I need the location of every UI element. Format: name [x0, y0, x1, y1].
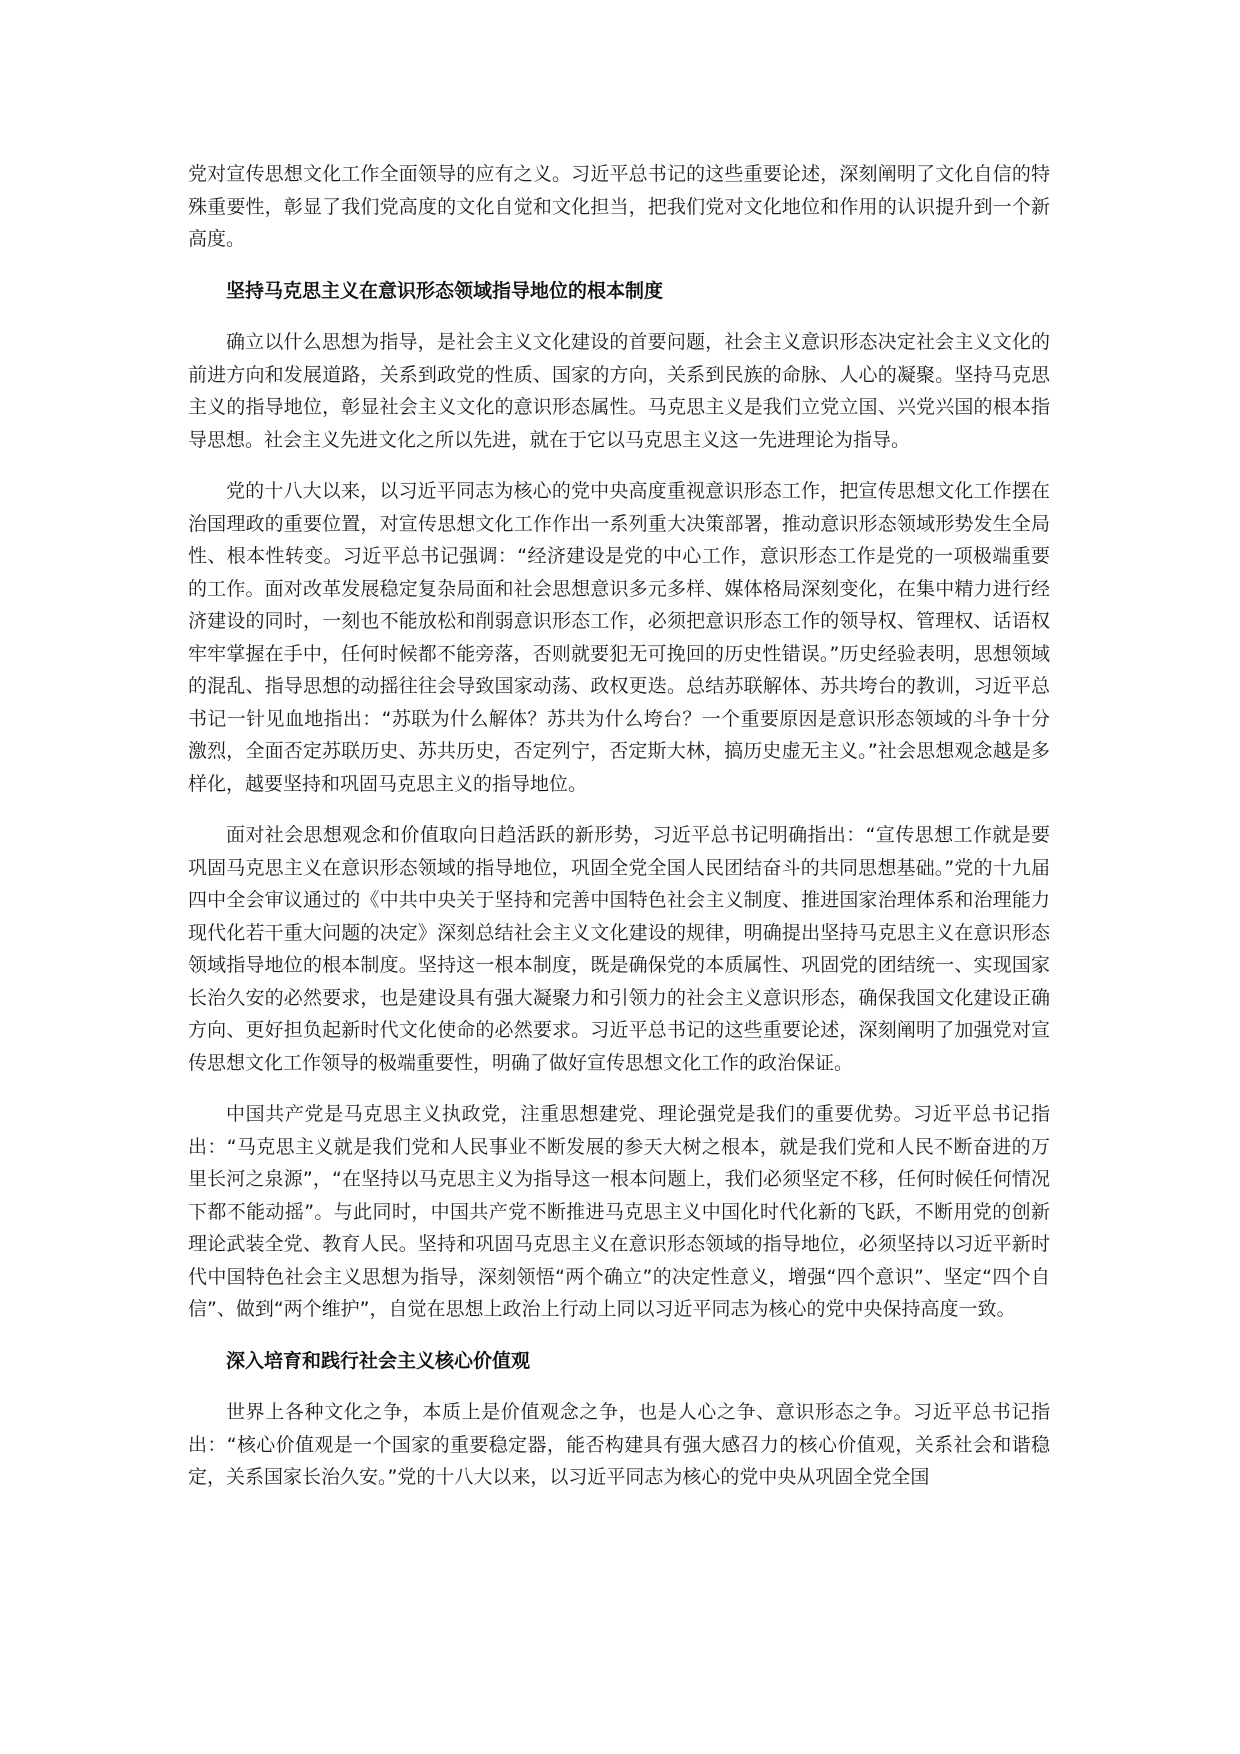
document-page	[188, 158, 1050, 1513]
paragraph-4: 面对社会思想观念和价值取向日趋活跃的新形势，习近平总书记明确指出：“宣传思想工作就是要巩固马克思主义在意识形态领域的指导地位，巩固全党全国人民团结奋斗的共同思想基础。”党的十九届四中全会审议通过的《中共中央关于坚持和完善中国特色社会主义制度、推进国家治理体系和治理能力现代化若干重大问题的决定》深刻总结社会主义文化建设的规律，明确提出坚持马克思主义在意识形态领域指导地位的根本制度。坚持这一根本制度，既是确保党的本质属性、巩固党的团结统一、实现国家长治久安的必然要求，也是建设具有强大凝聚力和引领力的社会主义意识形态，确保我国文化建设正确方向、更好担负起新时代文化使命的必然要求。习近平总书记的这些重要论述，深刻阐明了加强党对宣传思想文化工作领导的极端重要性，明确了做好宣传思想文化工作的政治保证。	[188, 824, 1050, 1074]
paragraph-5: 中国共产党是马克思主义执政党，注重思想建党、理论强党是我们的重要优势。习近平总书记指出：“马克思主义就是我们党和人民事业不断发展的参天大树之根本，就是我们党和人民不断奋进的万里长河之泉源”，“在坚持以马克思主义为指导这一根本问题上，我们必须坚定不移，任何时候任何情况下都不能动摇”。与此同时，中国共产党不断推进马克思主义中国化时代化新的飞跃，不断用党的创新理论武装全党、教育人民。坚持和巩固马克思主义在意识形态领域的指导地位，必须坚持以习近平新时代中国特色社会主义思想为指导，深刻领悟“两个确立”的决定性意义，增强“四个意识”、坚定“四个自信”、做到“两个维护”，自觉在思想上政治上行动上同以习近平同志为核心的党中央保持高度一致。	[188, 1103, 1050, 1320]
section-heading-1: 坚持马克思主义在意识形态领域指导地位的根本制度	[226, 279, 664, 302]
paragraph-3: 党的十八大以来，以习近平同志为核心的党中央高度重视意识形态工作，把宣传思想文化工作摆在治国理政的重要位置，对宣传思想文化工作作出一系列重大决策部署，推动意识形态领域形势发生全局性、根本性转变。习近平总书记强调：“经济建设是党的中心工作，意识形态工作是党的一项极端重要的工作。面对改革发展稳定复杂局面和社会思想意识多元多样、媒体格局深刻变化，在集中精力进行经济建设的同时，一刻也不能放松和削弱意识形态工作，必须把意识形态工作的领导权、管理权、话语权牢牢掌握在手中，任何时候都不能旁落，否则就要犯无可挽回的历史性错误。”历史经验表明，思想领域的混乱、指导思想的动摇往往会导致国家动荡、政权更迭。总结苏联解体、苏共垮台的教训，习近平总书记一针见血地指出：“苏联为什么解体？苏共为什么垮台？一个重要原因是意识形态领域的斗争十分激烈，全面否定苏联历史、苏共历史，否定列宁，否定斯大林，搞历史虚无主义。”社会思想观念越是多样化，越要坚持和巩固马克思主义的指导地位。	[188, 480, 1050, 795]
paragraph-1: 党对宣传思想文化工作全面领导的应有之义。习近平总书记的这些重要论述，深刻阐明了文化自信的特殊重要性，彰显了我们党高度的文化自觉和文化担当，把我们党对文化地位和作用的认识提升到一个新高度。	[188, 163, 1050, 250]
section-heading-2: 深入培育和践行社会主义核心价值观	[226, 1349, 531, 1372]
paragraph-2: 确立以什么思想为指导，是社会主义文化建设的首要问题，社会主义意识形态决定社会主义文化的前进方向和发展道路，关系到政党的性质、国家的方向，关系到民族的命脉、人心的凝聚。坚持马克思主义的指导地位，彰显社会主义文化的意识形态属性。马克思主义是我们立党立国、兴党兴国的根本指导思想。社会主义先进文化之所以先进，就在于它以马克思主义这一先进理论为指导。	[188, 331, 1050, 451]
paragraph-6: 世界上各种文化之争，本质上是价值观念之争，也是人心之争、意识形态之争。习近平总书记指出：“核心价值观是一个国家的重要稳定器，能否构建具有强大感召力的核心价值观，关系社会和谐稳定，关系国家长治久安。”党的十八大以来，以习近平同志为核心的党中央从巩固全党全国	[188, 1401, 1050, 1488]
